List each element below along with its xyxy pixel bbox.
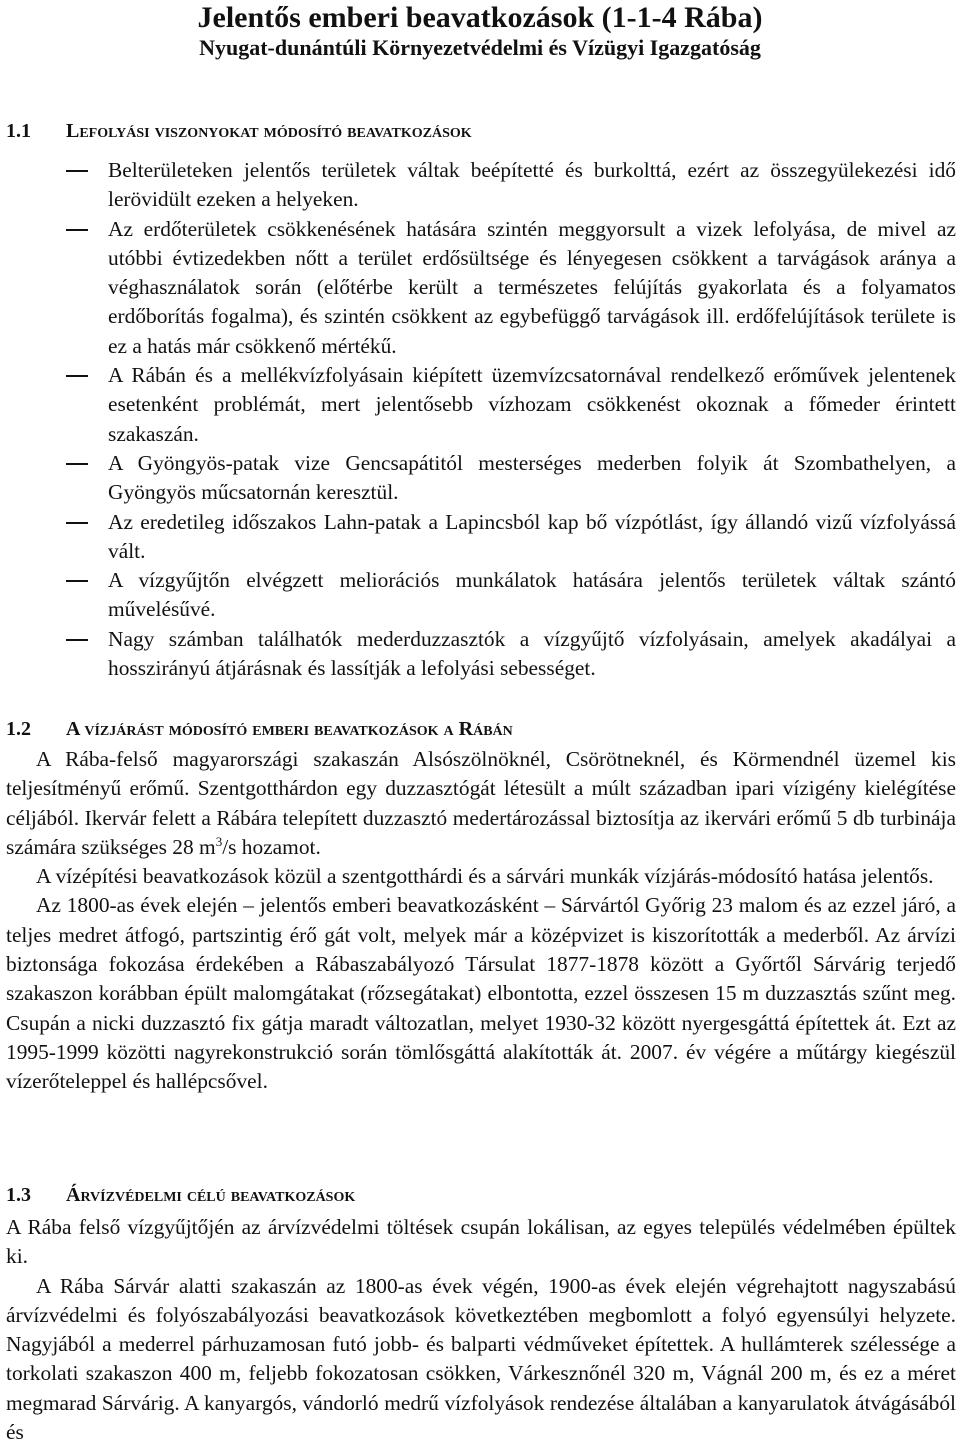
document-subtitle: Nyugat-dunántúli Környezetvédelmi és Vízügyi Igazgatóság <box>199 35 761 60</box>
section-1-3-heading <box>6 1182 355 1208</box>
dash-bullet-icon <box>66 522 88 524</box>
paragraph: A vízépítési beavatkozások közül a szentgotthárdi és a sárvári munkák vízjárás-módosító hatása jelentős. <box>36 864 934 889</box>
section-1-2-heading <box>6 716 513 742</box>
dash-bullet-icon <box>66 375 88 377</box>
list-item: Az eredetileg időszakos Lahn-patak a Lapincsból kap bő vízpótlást, így állandó vizű vízfolyássá vált. <box>0 508 956 567</box>
paragraph: A Rába Sárvár alatti szakaszán az 1800-as évek végén, 1900-as évek elején végrehajtott nagyszabású árvízvédelmi és folyószabályozási beavatkozások következtében megbomlott a folyó egyensúlyi helyzete. Nagyjából a mederrel párhuzamosan futó jobb- és balparti védműveket építettek. A hullámterek szélessége a torkolati szakaszon 400 m, feljebb fokozatosan csökken, Várkesznőnél 320 m, Vágnál 200 m, és ez a méret megmarad Sárvárig. A kanyargós, vándorló medrű vízfolyások rendezése általában a kanyarulatok átvágásából és <box>6 1273 956 1445</box>
section-1-1-list <box>0 156 956 683</box>
section-1-2-body <box>6 745 956 1097</box>
list-item: Nagy számban találhatók mederduzzasztók a vízgyűjtő vízfolyásain, amelyek akadályai a hosszirányú átjárásnak és lassítják a lefolyási sebességet. <box>0 625 956 684</box>
document-title: Jelentős emberi beavatkozások (1-1-4 Rába) <box>197 1 763 34</box>
list-item: A Rábán és a mellékvízfolyásain kiépített üzemvízcsatornával rendelkező erőművek jelentenek esetenként problémát, mert jelentősebb vízhozam csökkenést okoznak a főmeder érintett szakaszán. <box>0 361 956 449</box>
paragraph: A Rába-felső magyarországi szakaszán Alsószölnöknél, Csörötneknél, és Körmendnél üzemel kis teljesítményű erőmű. Szentgotthárdon egy duzzasztógát létesült a múlt században ipari vízigény kielégítése céljából. Ikervár felett a Rábára telepített duzzasztó medertározással biztosítja az ikervári erőmű 5 db turbinája számára szükséges 28 $m^3/s$ hozamot. <box>6 747 956 859</box>
dash-bullet-icon <box>66 170 88 172</box>
superscript: 3 <box>215 833 223 849</box>
list-item: Az erdőterületek csökkenésének hatására szintén meggyorsult a vizek lefolyása, de mivel az utóbbi évtizedekben nőtt a terület erdősültsége és lényegesen csökkent a tarvágások aránya a véghasználatok során (előtérbe került a természetes felújítás gyakorlata és a folyamatos erdőborítás fogalma), és szintén csökkent az egybefüggő tarvágások ill. erdőfelújítások területe is ez a hatás már csökkenő mértékű. <box>0 215 956 361</box>
section-1-1-heading <box>6 118 472 144</box>
section-1-3-body <box>6 1213 956 1447</box>
list-item: A vízgyűjtőn elvégzett meliorációs munkálatok hatására jelentős területek váltak szántó művelésűvé. <box>0 566 956 625</box>
section-title: Árvízvédelmi célú beavatkozások <box>66 1184 356 1206</box>
section-number: 1.2 <box>6 718 31 740</box>
section-title: Lefolyási viszonyokat módosító beavatkozások <box>66 120 472 142</box>
paragraph: Az 1800-as évek elején – jelentős emberi beavatkozásként – Sárvártól Győrig 23 malom és az ezzel járó, a teljes medret átfogó, partszintig érő gát volt, melyek már a középvizet is kiszorították a mederből. Az árvízi biztonsága fokozása érdekében a Rábaszabályozó Társulat 1877-1878 között a Győrtől Sárvárig terjedő szakaszon korábban épült malomgátakat (rőzsegátakat) elbontotta, ezzel összesen 15 m duzzasztás szűnt meg. Csupán a nicki duzzasztó fix gátja maradt változatlan, melyet 1930-32 között nyergesgáttá építettek át. Ezt az 1995-1999 közötti nagyrekonstrukció során tömlősgáttá alakították át. 2007. év végére a műtárgy kiegészül vízerőteleppel és hallépcsővel. <box>6 893 956 1094</box>
section-title: A vízjárást módosító emberi beavatkozások a Rábán <box>66 718 513 740</box>
paragraph: A Rába felső vízgyűjtőjén az árvízvédelmi töltések csupán lokálisan, az egyes település védelmében épültek ki. <box>6 1215 956 1269</box>
dash-bullet-icon <box>66 463 88 465</box>
dash-bullet-icon <box>66 229 88 231</box>
section-number: 1.3 <box>6 1184 31 1206</box>
list-item: A Gyöngyös-patak vize Gencsapátitól mesterséges mederben folyik át Szombathelyen, a Gyöngyös műcsatornán keresztül. <box>0 449 956 508</box>
section-number: 1.1 <box>6 120 31 142</box>
list-item: Belterületeken jelentős területek váltak beépítetté és burkolttá, ezért az összegyülekezési idő lerövidült ezeken a helyeken. <box>0 156 956 215</box>
dash-bullet-icon <box>66 580 88 582</box>
dash-bullet-icon <box>66 639 88 641</box>
